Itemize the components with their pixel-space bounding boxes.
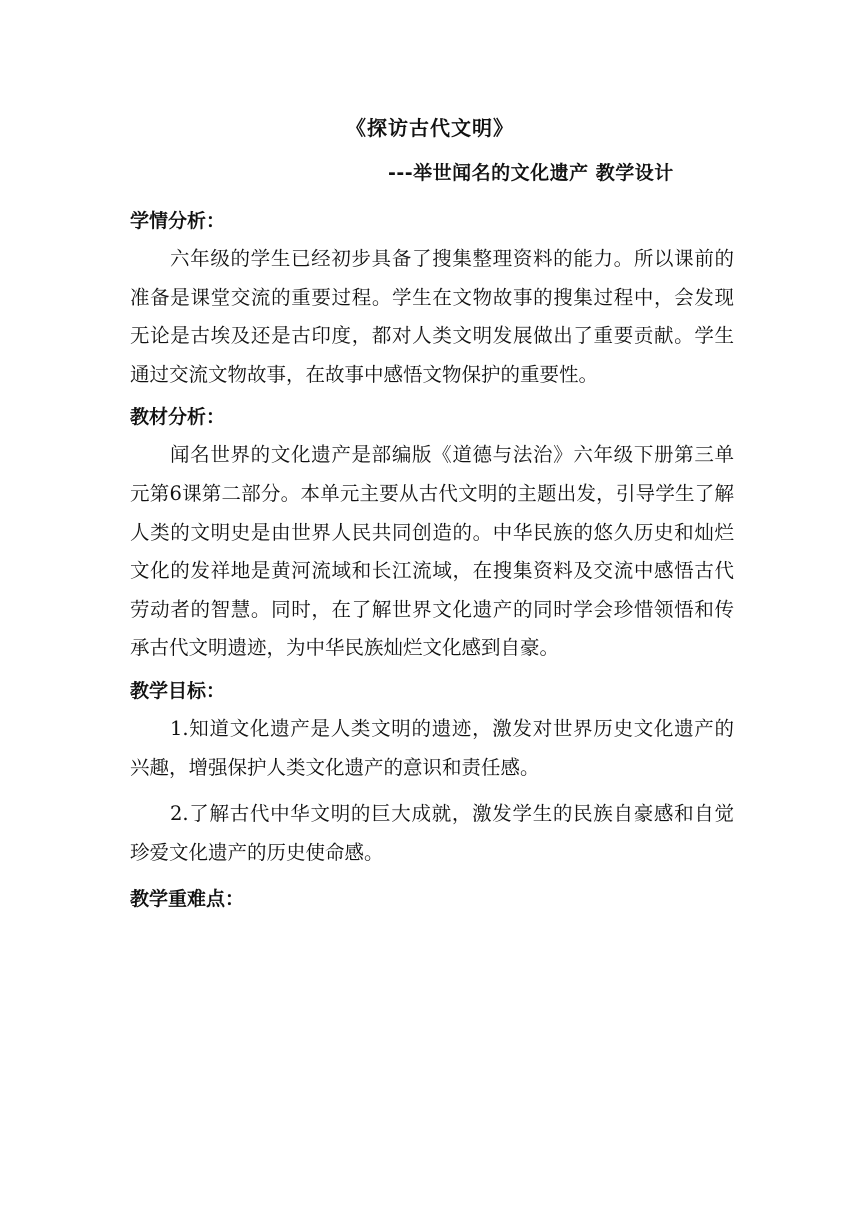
section-heading-key-points: 教学重难点： — [130, 888, 245, 911]
document-title: 《探访古代文明》 — [346, 116, 514, 140]
paragraph-learning-analysis: 六年级的学生已经初步具备了搜集整理资料的能力。所以课前的准备是课堂交流的重要过程。学生在文物故事的搜集过程中，会发现无论是古埃及还是古印度，都对人类文明发展做出了重要贡献。学生通过交流文物故事，在故事中感悟文物保护的重要性。 — [130, 247, 734, 386]
goal-item-1: 1.知道文化遗产是人类文明的遗迹，激发对世界历史文化遗产的兴趣，增强保护人类文化遗产的意识和责任感。 — [130, 716, 734, 779]
section-heading-teaching-goals: 教学目标： — [130, 679, 226, 702]
goal-item-2: 2.了解古代中华文明的巨大成就，激发学生的民族自豪感和自觉珍爱文化遗产的历史使命感。 — [130, 802, 734, 864]
paragraph-textbook-analysis: 闻名世界的文化遗产是部编版《道德与法治》六年级下册第三单元第6课第二部分。本单元主要从古代文明的主题出发，引导学生了解人类的文明史是由世界人民共同创造的。中华民族的悠久历史和灿烂文化的发祥地是黄河流域和长江流域，在搜集资料及交流中感悟古代劳动者的智慧。同时，在了解世界文化遗产的同时学会珍惜领悟和传承古代文明遗迹，为中华民族灿烂文化感到自豪。 — [130, 443, 734, 660]
section-heading-textbook-analysis: 教材分析： — [130, 406, 226, 429]
document-subtitle: ---举世闻名的文化遗产 教学设计 — [388, 162, 674, 184]
section-heading-learning-analysis: 学情分析： — [130, 210, 226, 232]
document-body — [130, 202, 734, 918]
